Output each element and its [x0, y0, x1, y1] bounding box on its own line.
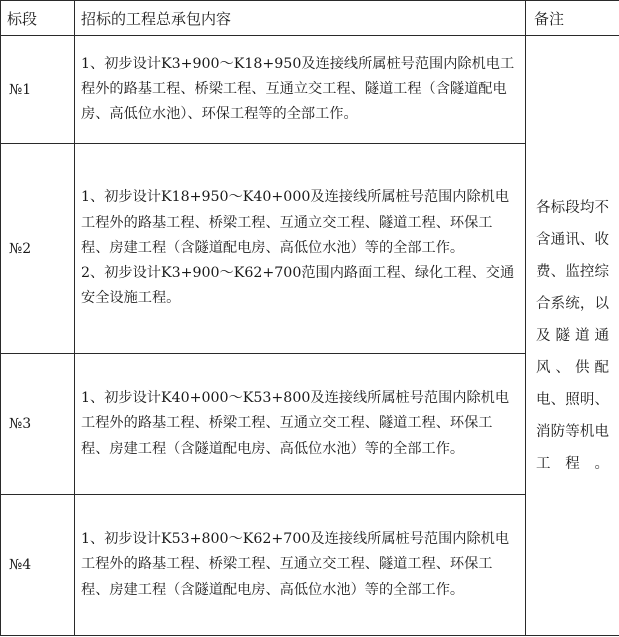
section-number: №2	[1, 144, 75, 354]
header-content: 招标的工程总承包内容	[75, 1, 526, 36]
header-remark: 备注	[526, 1, 619, 36]
section-content	[75, 36, 526, 144]
section-number: №4	[1, 495, 75, 636]
section-number: №1	[1, 36, 75, 144]
content-item: 1、初步设计K18+950～K40+000及连接线所属桩号范围内除机电工程外的路基工程、桥梁工程、互通立交工程、隧道工程、环保工程、房建工程（含隧道配电房、高低位水池）等的全部工作。	[81, 189, 510, 256]
header-section: 标段	[1, 1, 75, 36]
section-content	[75, 354, 526, 495]
remark-cell	[526, 36, 619, 636]
content-item: 2、初步设计K3+900～K62+700范围内路面工程、绿化工程、交通安全设施工程。	[81, 265, 515, 307]
content-item: 1、初步设计K53+800～K62+700及连接线所属桩号范围内除机电工程外的路基工程、桥梁工程、互通立交工程、隧道工程、环保工程、房建工程（含隧道配电房、高低位水池）等的全部工作。	[81, 531, 510, 598]
section-content	[75, 495, 526, 636]
table-header-row	[1, 1, 619, 36]
content-item: 1、初步设计K40+000～K53+800及连接线所属桩号范围内除机电工程外的路基工程、桥梁工程、互通立交工程、隧道工程、环保工程、房建工程（含隧道配电房、高低位水池）等的全部工作。	[81, 390, 510, 457]
content-item: 1、初步设计K3+900～K18+950及连接线所属桩号范围内除机电工程外的路基工程、桥梁工程、互通立交工程、隧道工程（含隧道配电房、高低位水池）、环保工程等的全部工作。	[81, 55, 515, 123]
section-number: №3	[1, 354, 75, 495]
remark-text: 各标段均不含通讯、收费、监控综合系统，以及隧道通风、供配电、照明、消防等机电工程。	[536, 199, 609, 472]
section-content	[75, 144, 526, 354]
table-row	[1, 36, 619, 144]
